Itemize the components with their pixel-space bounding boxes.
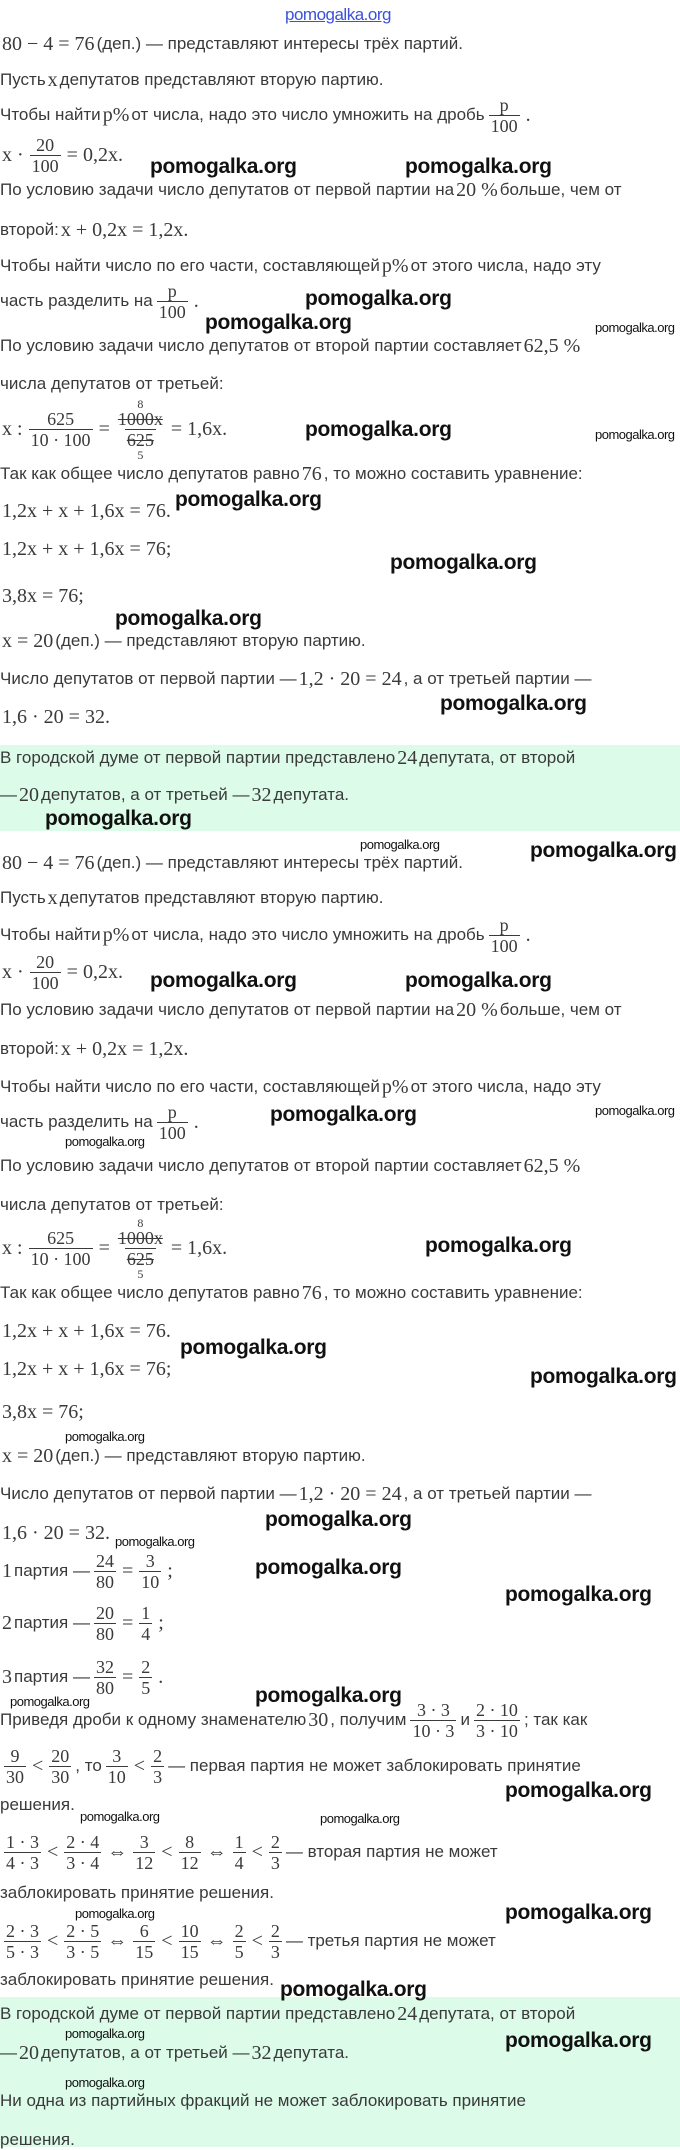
text-segment: , а от третьей партии — [403, 669, 592, 688]
math-expression: 32 [251, 783, 272, 806]
fraction [116, 396, 165, 462]
fraction [30, 136, 61, 175]
watermark: pomogalka.org [505, 1778, 652, 1802]
fraction [489, 96, 520, 135]
fraction-denominator: 100 [158, 301, 186, 322]
fraction [116, 1215, 165, 1281]
text-segment: В городской думе от первой партии представлено [0, 2004, 396, 2023]
text-segment: числа депутатов от третьей: [0, 374, 224, 393]
math-expression: 1 [2, 1559, 12, 1582]
watermark: pomogalka.org [150, 968, 297, 992]
watermark: pomogalka.org [425, 1233, 572, 1257]
text-segment: , а от третьей партии — [403, 1484, 592, 1503]
text-segment: от числа, надо это число умножить на дробь [131, 105, 485, 124]
fraction-numerator: 9 [10, 1745, 20, 1766]
fraction [269, 1833, 282, 1872]
math-expression: 80 − 4 = 76 [2, 32, 95, 55]
reduced-denominator: 5 [137, 447, 144, 462]
fraction-numerator: 10 [180, 1920, 199, 1941]
fraction-numerator: 20 [51, 1745, 70, 1766]
text-segment: заблокировать принятие решения. [0, 1883, 274, 1902]
fraction [30, 953, 61, 992]
watermark: pomogalka.org [150, 154, 297, 178]
fraction-numerator: 8 [185, 1831, 195, 1852]
watermark: pomogalka.org [115, 1533, 195, 1549]
text-segment: Приведя дроби к одному знаменателю [0, 1710, 307, 1729]
text-segment: партия — [14, 1667, 90, 1686]
fraction-numerator: 1000x [117, 1227, 163, 1248]
fraction-numerator: 2 · 5 [66, 1920, 100, 1941]
fraction [133, 1833, 155, 1872]
math-expression: < [161, 1840, 173, 1863]
watermark: pomogalka.org [265, 1507, 412, 1531]
text-segment: — третья партия не может [285, 1931, 496, 1950]
text-segment: от этого числа, надо эту [410, 256, 601, 275]
math-expression: 62,5 % [523, 1154, 581, 1177]
fraction-denominator: 625 [126, 429, 154, 450]
math-expression: x = 20 [2, 1444, 54, 1467]
text-segment: — вторая партия не может [285, 1842, 498, 1861]
fraction-denominator: 4 · 3 [6, 1852, 39, 1873]
fraction-numerator: 2 · 10 [475, 1699, 518, 1720]
fraction-numerator: 6 [139, 1920, 149, 1941]
reduced-numerator: 8 [137, 396, 144, 411]
math-expression: ⇔ [107, 1840, 128, 1863]
math-expression: = [98, 417, 110, 440]
text-segment: По условию задачи число депутатов от первой партии на [0, 1000, 455, 1019]
text-segment: В городской думе от первой партии представлено [0, 748, 396, 767]
watermark: pomogalka.org [360, 836, 440, 852]
text-segment: Ни одна из партийных фракций не может заблокировать принятие [0, 2091, 526, 2110]
fraction-numerator: p [499, 914, 509, 935]
text-segment: Пусть [0, 888, 46, 907]
fraction [489, 916, 520, 955]
text-segment: часть разделить на [0, 1112, 153, 1131]
text-segment: Число депутатов от первой партии — [0, 1484, 297, 1503]
watermark: pomogalka.org [255, 1555, 402, 1579]
fraction-numerator: p [167, 1101, 177, 1122]
math-expression: p% [381, 1075, 409, 1098]
watermark: pomogalka.org [595, 1102, 675, 1118]
fraction [4, 1833, 41, 1872]
math-expression: < [32, 1754, 44, 1777]
fraction [179, 1922, 201, 1961]
math-expression: 76 [301, 1281, 322, 1304]
watermark: pomogalka.org [180, 1335, 327, 1359]
fraction-numerator: 20 [95, 1602, 114, 1623]
fraction [64, 1922, 101, 1961]
fraction-numerator: 3 · 3 [416, 1699, 450, 1720]
text-segment: и [460, 1710, 470, 1729]
watermark: pomogalka.org [80, 1808, 160, 1824]
fraction-denominator: 100 [158, 1122, 186, 1143]
math-expression: 32 [251, 2041, 272, 2064]
fraction-denominator: 80 [95, 1677, 114, 1698]
text-segment: депутатов представляют вторую партию. [59, 70, 384, 89]
text-segment: , получим [330, 1710, 407, 1729]
text-segment: больше, чем от [499, 1000, 622, 1019]
fraction-denominator: 15 [135, 1941, 154, 1962]
math-expression: x [47, 886, 58, 909]
math-expression: 30 [308, 1708, 329, 1731]
fraction-denominator: 5 [141, 1677, 151, 1698]
fraction [139, 1604, 152, 1643]
text-segment: (деп.) — представляют вторую партию. [55, 631, 366, 650]
text-segment: Так как общее число депутатов равно [0, 1283, 300, 1302]
text-segment: часть разделить на [0, 291, 153, 310]
math-expression: 20 [19, 2041, 39, 2064]
text-segment: — [0, 785, 17, 804]
math-expression: = 1,6x. [170, 417, 228, 440]
watermark: pomogalka.org [505, 2028, 652, 2052]
fraction-denominator: 15 [180, 1941, 199, 1962]
math-expression: . [525, 103, 531, 126]
fraction [29, 410, 93, 449]
watermark: pomogalka.org [305, 417, 452, 441]
fraction-numerator: 1000x [117, 408, 163, 429]
watermark: pomogalka.org [440, 691, 587, 715]
math-expression: 62,5 % [523, 334, 581, 357]
fraction-denominator: 10 [107, 1766, 126, 1787]
watermark: pomogalka.org [205, 310, 352, 334]
watermark: pomogalka.org [255, 1683, 402, 1707]
fraction [94, 1552, 116, 1591]
math-expression: . [193, 289, 199, 312]
math-expression: = [121, 1665, 134, 1688]
math-expression: x · [2, 143, 24, 166]
fraction-numerator: 3 [112, 1745, 122, 1766]
fraction [94, 1658, 116, 1697]
math-expression: < [133, 1754, 146, 1777]
math-expression: 20 % [456, 998, 498, 1021]
text-segment: партия — [14, 1613, 90, 1632]
fraction-denominator: 3 [270, 1852, 280, 1873]
fraction-numerator: p [499, 94, 509, 115]
math-expression: x = 20 [2, 629, 54, 652]
fraction-denominator: 30 [51, 1766, 70, 1787]
math-expression: 24 [397, 2002, 418, 2025]
fraction [4, 1922, 41, 1961]
fraction [139, 1552, 161, 1591]
text-segment: заблокировать принятие решения. [0, 1970, 274, 1989]
math-expression: x · [2, 960, 24, 983]
fraction-denominator: 5 · 3 [6, 1941, 39, 1962]
text-segment: депутата, от второй [419, 2004, 576, 2023]
fraction-numerator: 2 · 4 [66, 1831, 100, 1852]
math-expression: = 1,6x. [170, 1236, 228, 1259]
math-expression: 1,2 · 20 = 24 [298, 1482, 402, 1505]
math-expression: = [121, 1611, 134, 1634]
fraction-numerator: 20 [36, 134, 55, 155]
text-segment: решения. [0, 1795, 75, 1814]
math-expression: 3,8x = 76; [2, 584, 84, 607]
fraction-denominator: 100 [31, 155, 59, 176]
fraction [269, 1922, 282, 1961]
math-expression: 20 % [456, 178, 498, 201]
math-expression: x [47, 68, 58, 91]
math-expression: x + 0,2x = 1,2x. [60, 218, 189, 241]
fraction-numerator: 32 [95, 1656, 114, 1677]
math-expression: < [161, 1929, 173, 1952]
fraction-denominator: 80 [95, 1623, 114, 1644]
math-expression: . [193, 1110, 199, 1133]
math-expression: 1,2x + x + 1,6x = 76; [2, 537, 172, 560]
fraction-denominator: 3 · 5 [66, 1941, 100, 1962]
text-segment: (деп.) — представляют интересы трёх партий. [96, 34, 463, 53]
fraction [474, 1701, 520, 1740]
text-segment: ; так как [523, 1710, 588, 1729]
fraction-denominator: 4 [141, 1623, 151, 1644]
fraction-denominator: 3 · 10 [475, 1720, 518, 1741]
fraction-numerator: 2 [234, 1920, 244, 1941]
math-expression: = 0,2x. [66, 960, 123, 983]
fraction-denominator: 100 [31, 972, 59, 993]
math-expression: ; [158, 1611, 164, 1634]
fraction-numerator: 24 [95, 1550, 114, 1571]
text-segment: , то можно составить уравнение: [323, 1283, 583, 1302]
watermark: pomogalka.org [65, 1428, 145, 1444]
fraction-numerator: 20 [36, 951, 55, 972]
math-expression: < [47, 1929, 59, 1952]
fraction-denominator: 100 [490, 935, 518, 956]
fraction [139, 1658, 152, 1697]
text-segment: , то [75, 1756, 102, 1775]
watermark: pomogalka.org [65, 2025, 145, 2041]
watermark: pomogalka.org [595, 319, 675, 335]
fraction [29, 1229, 93, 1268]
watermark: pomogalka.org [390, 550, 537, 574]
watermark: pomogalka.org [65, 1133, 145, 1149]
math-expression: . [158, 1665, 164, 1688]
text-segment: депутатов, а от третьей — [41, 2043, 250, 2062]
watermark: pomogalka.org [305, 286, 452, 310]
fraction-numerator: 2 · 3 [6, 1920, 39, 1941]
text-segment: от числа, надо это число умножить на дробь [131, 925, 485, 944]
fraction-denominator: 5 [234, 1941, 244, 1962]
math-expression: ⇔ [107, 1929, 128, 1952]
fraction [4, 1747, 26, 1786]
fraction-numerator: 1 [141, 1602, 151, 1623]
text-segment: числа депутатов от третьей: [0, 1195, 224, 1214]
math-expression: = [121, 1559, 134, 1582]
fraction-numerator: 625 [47, 1227, 75, 1248]
watermark: pomogalka.org [530, 838, 677, 862]
math-expression: = [98, 1236, 110, 1259]
text-segment: Число депутатов от первой партии — [0, 669, 297, 688]
fraction [179, 1833, 201, 1872]
text-segment: партия — [14, 1561, 90, 1580]
text-segment: Чтобы найти [0, 105, 101, 124]
math-expression: 1,6 · 20 = 32. [2, 1521, 110, 1544]
watermark: pomogalka.org [75, 1905, 155, 1921]
watermark: pomogalka.org [320, 1810, 400, 1826]
watermark: pomogalka.org [505, 1582, 652, 1606]
math-expression: p% [102, 103, 130, 126]
math-expression: p% [381, 254, 409, 277]
fraction [106, 1747, 128, 1786]
text-segment: По условию задачи число депутатов от второй партии составляет [0, 1156, 522, 1175]
fraction [151, 1747, 164, 1786]
math-expression: 1,2x + x + 1,6x = 76. [2, 499, 171, 522]
text-segment: второй: [0, 220, 59, 239]
math-expression: < [47, 1840, 59, 1863]
text-segment: депутатов представляют вторую партию. [59, 888, 384, 907]
fraction-denominator: 80 [95, 1571, 114, 1592]
watermark: pomogalka.org [505, 1900, 652, 1924]
math-expression: . [525, 923, 531, 946]
math-expression: 3 [2, 1665, 12, 1688]
fraction [49, 1747, 71, 1786]
fraction-denominator: 12 [180, 1852, 199, 1873]
math-expression: 20 [19, 783, 39, 806]
watermark: pomogalka.org [405, 968, 552, 992]
watermark: pomogalka.org [405, 154, 552, 178]
math-expression: 80 − 4 = 76 [2, 851, 95, 874]
fraction-denominator: 100 [490, 115, 518, 136]
math-expression: 1,2x + x + 1,6x = 76. [2, 1319, 171, 1342]
fraction [410, 1701, 456, 1740]
text-segment: Так как общее число депутатов равно [0, 464, 300, 483]
fraction-denominator: 10 · 3 [412, 1720, 455, 1741]
math-expression: x : [2, 1236, 23, 1259]
fraction-denominator: 625 [126, 1248, 154, 1269]
fraction-denominator: 10 · 100 [30, 1248, 91, 1269]
fraction-numerator: 2 [141, 1656, 151, 1677]
math-expression: ⇔ [206, 1929, 227, 1952]
site-logo-link[interactable]: pomogalka.org [285, 4, 391, 24]
fraction-numerator: 625 [47, 408, 75, 429]
math-expression: x + 0,2x = 1,2x. [60, 1037, 189, 1060]
text-segment: Чтобы найти [0, 925, 101, 944]
text-segment: — первая партия не может заблокировать принятие [168, 1756, 581, 1775]
math-expression: 1,2 · 20 = 24 [298, 667, 402, 690]
fraction-denominator: 12 [135, 1852, 154, 1873]
math-expression: 2 [2, 1611, 12, 1634]
text-segment: от этого числа, надо эту [410, 1077, 601, 1096]
math-expression: x : [2, 417, 23, 440]
fraction-numerator: 3 [139, 1831, 149, 1852]
text-segment: (деп.) — представляют вторую партию. [55, 1446, 366, 1465]
fraction [157, 282, 188, 321]
math-expression: 3,8x = 76; [2, 1400, 84, 1423]
text-segment: (деп.) — представляют интересы трёх партий. [96, 853, 463, 872]
math-expression: ⇔ [206, 1840, 227, 1863]
watermark: pomogalka.org [45, 806, 192, 830]
text-segment: депутата. [273, 785, 350, 804]
text-segment: , то можно составить уравнение: [323, 464, 583, 483]
text-segment: больше, чем от [499, 180, 622, 199]
fraction-denominator: 10 [141, 1571, 160, 1592]
fraction-denominator: 3 · 4 [66, 1852, 100, 1873]
math-expression: = 0,2x. [66, 143, 123, 166]
fraction [233, 1833, 246, 1872]
fraction [233, 1922, 246, 1961]
fraction-numerator: 1 · 3 [6, 1831, 39, 1852]
fraction-denominator: 3 [153, 1766, 163, 1787]
math-expression: < [251, 1929, 263, 1952]
fraction-numerator: p [167, 280, 177, 301]
text-segment: По условию задачи число депутатов от первой партии на [0, 180, 455, 199]
text-segment: депутата. [273, 2043, 350, 2062]
reduced-denominator: 5 [137, 1266, 144, 1281]
fraction [64, 1833, 101, 1872]
text-segment: Чтобы найти число по его части, составляющей [0, 256, 380, 275]
text-segment: По условию задачи число депутатов от второй партии составляет [0, 336, 522, 355]
fraction-numerator: 2 [270, 1831, 280, 1852]
fraction-numerator: 3 [145, 1550, 155, 1571]
math-expression: 1,6 · 20 = 32. [2, 705, 110, 728]
watermark: pomogalka.org [270, 1102, 417, 1126]
math-expression: < [251, 1840, 263, 1863]
fraction-numerator: 2 [153, 1745, 163, 1766]
text-segment: Пусть [0, 70, 46, 89]
math-expression: ; [167, 1559, 173, 1582]
fraction [133, 1922, 155, 1961]
fraction [94, 1604, 116, 1643]
text-segment: — [0, 2043, 17, 2062]
fraction-denominator: 10 · 100 [30, 429, 91, 450]
text-segment: решения. [0, 2130, 75, 2149]
math-expression: 76 [301, 462, 322, 485]
watermark: pomogalka.org [175, 487, 322, 511]
fraction-numerator: 2 [270, 1920, 280, 1941]
watermark: pomogalka.org [530, 1364, 677, 1388]
text-segment: Чтобы найти число по его части, составляющей [0, 1077, 380, 1096]
math-expression: 1,2x + x + 1,6x = 76; [2, 1357, 172, 1380]
fraction-numerator: 1 [234, 1831, 244, 1852]
watermark: pomogalka.org [595, 426, 675, 442]
fraction-denominator: 30 [6, 1766, 24, 1787]
math-expression: p% [102, 923, 130, 946]
fraction-denominator: 3 [270, 1941, 280, 1962]
text-segment: второй: [0, 1039, 59, 1058]
text-segment: депутата, от второй [419, 748, 576, 767]
text-segment: депутатов, а от третьей — [41, 785, 250, 804]
watermark: pomogalka.org [115, 606, 262, 630]
math-expression: 24 [397, 746, 418, 769]
reduced-numerator: 8 [137, 1215, 144, 1230]
watermark: pomogalka.org [10, 1693, 90, 1709]
watermark: pomogalka.org [280, 1977, 427, 2001]
fraction-denominator: 4 [234, 1852, 244, 1873]
watermark: pomogalka.org [65, 2074, 145, 2090]
fraction [157, 1103, 188, 1142]
